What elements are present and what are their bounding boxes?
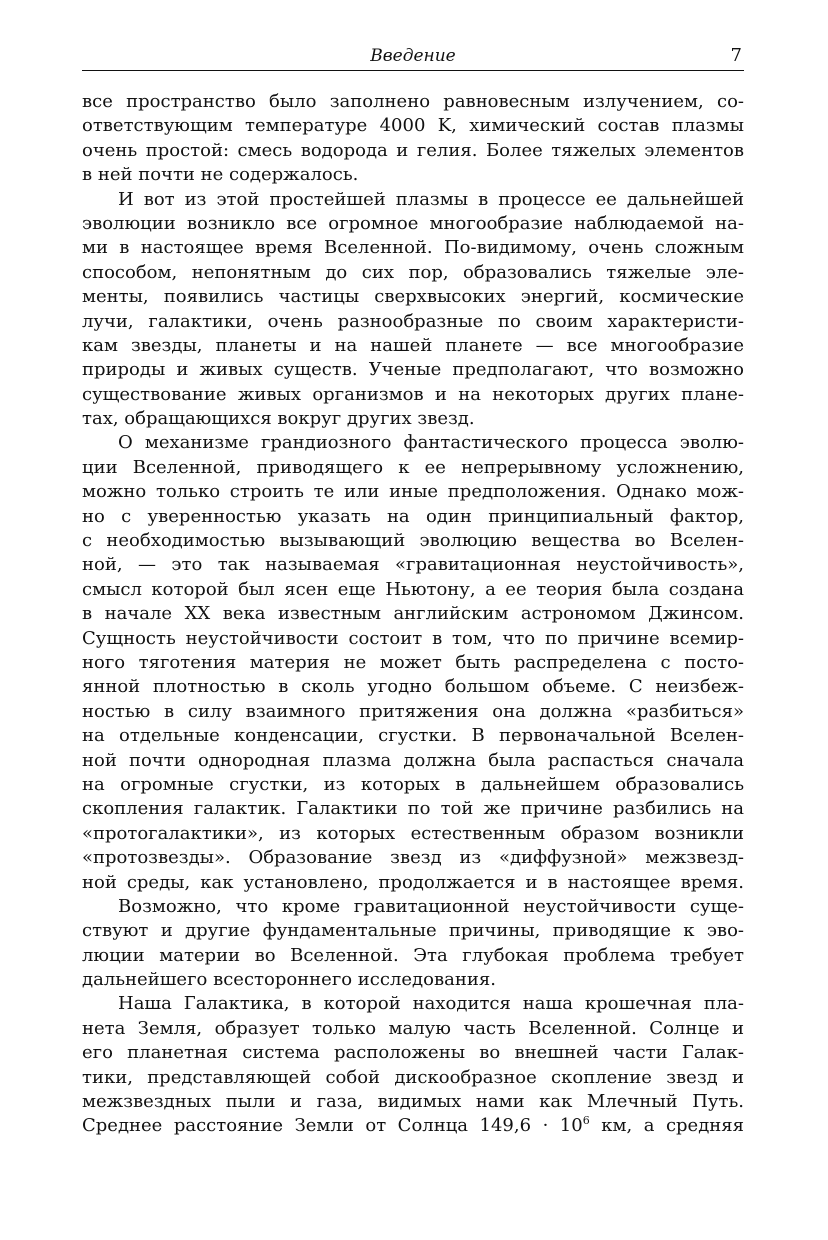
text-line: ного тяготения материя не может быть распределена с посто- <box>82 651 744 673</box>
text-line: дальнейшего всестороннего исследования. <box>82 969 496 991</box>
text-line: ствуют и другие фундаментальные причины, приводящие к эво- <box>82 920 744 942</box>
text-line: «протогалактики», из которых естественным образом возникли <box>82 822 744 844</box>
text-line: ции Вселенной, приводящего к ее непрерывному усложнению, <box>82 456 744 478</box>
running-title: Введение <box>370 46 456 66</box>
text-line: его планетная система расположены во внешней части Галак- <box>82 1042 744 1064</box>
text-line: ностью в силу взаимного притяжения она должна «разбиться» <box>82 700 744 722</box>
text-line: менты, появились частицы сверхвысоких энергий, космические <box>82 286 744 308</box>
text-line: Наша Галактика, в которой находится наша крошечная пла- <box>118 993 744 1015</box>
text-line: ной среды, как установлено, продолжается и в настоящее время. <box>82 871 744 893</box>
text-line: И вот из этой простейшей плазмы в процессе ее дальнейшей <box>118 188 744 210</box>
text-line: смысл которой был ясен еще Ньютону, а ее теория была создана <box>82 578 744 600</box>
exponent: 6 <box>582 1114 590 1128</box>
text-line: нета Земля, образует только малую часть Вселенной. Солнце и <box>82 1017 744 1039</box>
text-line: янной плотностью в сколь угодно большом объеме. С неизбеж- <box>82 676 744 698</box>
page-number: 7 <box>730 45 742 66</box>
text-line: в ней почти не содержалось. <box>82 164 359 186</box>
text-line: очень простой: смесь водорода и гелия. Более тяжелых элементов <box>82 139 744 161</box>
text-line: «протозвезды». Образование звезд из «диффузной» межзвезд- <box>82 847 744 869</box>
text-line: можно только строить те или иные предположения. Однако мож- <box>82 481 744 503</box>
text-line: эволюции возникло все огромное многообразие наблюдаемой на- <box>82 212 744 234</box>
header-rule <box>82 70 744 71</box>
text-line: тики, представляющей собой дискообразное скопление звезд и <box>82 1066 744 1088</box>
text-line: природы и живых существ. Ученые предполагают, что возможно <box>82 359 744 381</box>
text-line: существование живых организмов и на некоторых других плане- <box>82 383 744 405</box>
text-line: на огромные сгустки, из которых в дальнейшем образовались <box>82 773 744 795</box>
text-line: все пространство было заполнено равновесным излучением, со- <box>82 91 744 112</box>
body-text <box>82 90 744 1139</box>
text-line: в начале XX века известным английским астрономом Джинсом. <box>82 603 744 625</box>
text-line: ответствующим температуре 4000 K, химический состав плазмы <box>82 115 744 137</box>
text-line: скопления галактик. Галактики по той же причине разбились на <box>82 798 744 820</box>
text-line: люции материи во Вселенной. Эта глубокая проблема требует <box>82 944 744 966</box>
running-header <box>82 44 744 70</box>
text-line: Сущность неустойчивости состоит в том, что по причине всемир- <box>82 627 744 649</box>
text-line: ми в настоящее время Вселенной. По-видимому, очень сложным <box>82 237 744 259</box>
text-line: кам звезды, планеты и на нашей планете — все многообразие <box>82 334 744 356</box>
text-line: Возможно, что кроме гравитационной неустойчивости суще- <box>118 895 744 917</box>
text-line: но с уверенностью указать на один принципиальный фактор, <box>82 505 744 527</box>
text-line: способом, непонятным до сих пор, образовались тяжелые эле- <box>82 261 744 283</box>
text-line: тах, обращающихся вокруг других звезд. <box>82 408 475 430</box>
text-line: лучи, галактики, очень разнообразные по своим характеристи- <box>82 310 744 332</box>
text-line: О механизме грандиозного фантастического процесса эволю- <box>118 432 744 454</box>
text-line: с необходимостью вызывающий эволюцию вещества во Вселен- <box>82 530 744 552</box>
text-line-last: Среднее расстояние Земли от Солнца $149,6 \cdot 10^6$ км, а средняя <box>82 1114 744 1137</box>
text-line: ной почти однородная плазма должна была распасться сначала <box>82 749 744 771</box>
text-line: межзвездных пыли и газа, видимых нами как Млечный Путь. <box>82 1091 744 1113</box>
text-line: ной, — это так называемая «гравитационная неустойчивость», <box>82 554 744 576</box>
text-line: на отдельные конденсации, сгустки. В первоначальной Вселен- <box>82 725 744 747</box>
